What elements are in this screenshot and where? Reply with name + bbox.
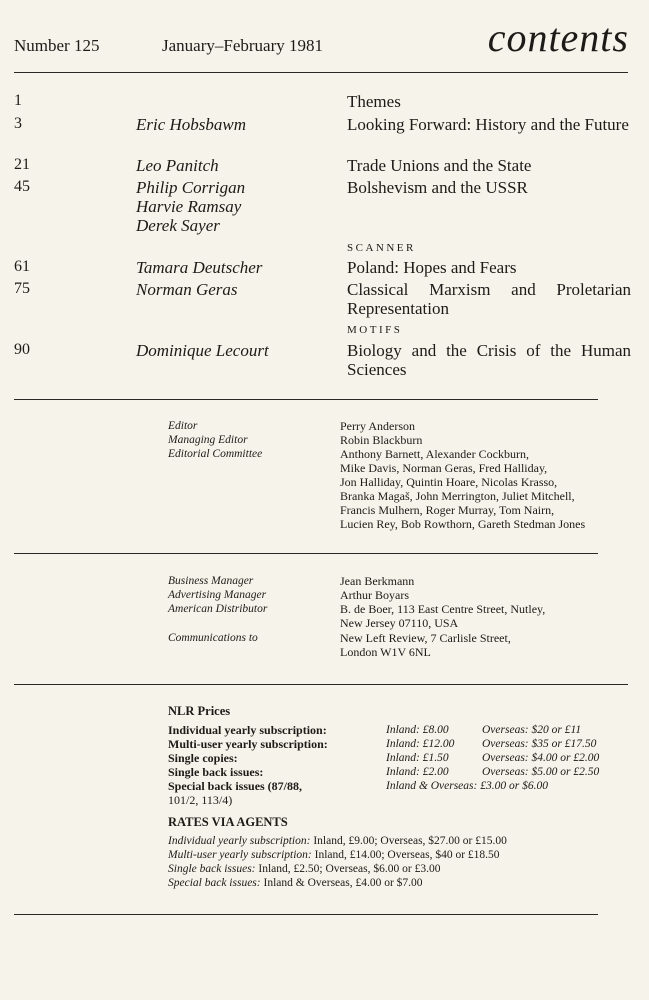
agent-rate-value: Inland & Overseas, £4.00 or $7.00 — [260, 877, 423, 889]
committee-line: Branka Magaš, John Merrington, Juliet Mitchell, — [340, 489, 575, 503]
price-label: Special back issues (87/88, — [168, 779, 303, 793]
role-label: Managing Editor — [168, 434, 248, 446]
page-title: contents — [487, 15, 629, 60]
agents-heading: RATES VIA AGENTS — [168, 815, 288, 829]
business-manager-name: Jean Berkmann — [340, 574, 415, 588]
page-number: 3 — [14, 115, 22, 132]
page-number: 45 — [14, 178, 30, 195]
agent-rate-value: Inland, £2.50; Overseas, $6.00 or £3.00 — [255, 863, 441, 875]
price-label: Single copies: — [168, 751, 238, 765]
agent-rate-value: Inland, £9.00; Overseas, $27.00 or £15.00 — [310, 835, 507, 847]
article-title: Poland: Hopes and Fears — [347, 258, 517, 277]
agent-rate-label: Multi-user yearly subscription: — [168, 849, 312, 861]
divider — [14, 684, 628, 685]
issue-number: Number 125 — [14, 36, 100, 55]
price-label: Individual yearly subscription: — [168, 723, 327, 737]
price-overseas: Overseas: $4.00 or £2.00 — [482, 752, 600, 764]
agent-rate-label: Special back issues: — [168, 877, 261, 889]
article-title: Themes — [347, 92, 401, 111]
price-inland: Inland: £1.50 — [386, 752, 449, 764]
article-title: Trade Unions and the State — [347, 156, 532, 175]
advertising-manager-label: Advertising Manager — [168, 589, 267, 601]
communications-line: New Left Review, 7 Carlisle Street, — [340, 631, 511, 645]
committee-line: Anthony Barnett, Alexander Cockburn, — [340, 447, 529, 461]
issue-date: January–February 1981 — [162, 36, 323, 55]
divider — [14, 553, 598, 554]
article-author: Dominique Lecourt — [136, 341, 269, 360]
article-author: Leo Panitch — [136, 156, 219, 175]
advertising-manager-name: Arthur Boyars — [340, 588, 409, 602]
price-label: Multi-user yearly subscription: — [168, 737, 328, 751]
page-number: 90 — [14, 341, 30, 358]
price-special: Inland & Overseas: £3.00 or $6.00 — [386, 780, 548, 792]
communications-line: London W1V 6NL — [340, 645, 431, 659]
page-number: 21 — [14, 156, 30, 173]
role-label: Editorial Committee — [168, 448, 263, 460]
article-title: Bolshevism and the USSR — [347, 178, 528, 197]
agent-rate — [168, 848, 500, 862]
section-label-motifs: MOTIFS — [347, 324, 403, 336]
agent-rate-value: Inland, £14.00; Overseas, $40 or £18.50 — [311, 849, 500, 861]
agent-rate — [168, 876, 423, 890]
price-inland: Inland: £8.00 — [386, 724, 449, 736]
communications-label: Communications to — [168, 632, 258, 644]
price-overseas: Overseas: $5.00 or £2.50 — [482, 766, 600, 778]
article-title: Looking Forward: History and the Future — [347, 115, 629, 134]
page-number: 75 — [14, 280, 30, 297]
article-author: Philip Corrigan Harvie Ramsay Derek Sayer — [136, 178, 246, 235]
article-author: Tamara Deutscher — [136, 258, 263, 277]
page-number: 61 — [14, 258, 30, 275]
agent-rate-label: Individual yearly subscription: — [168, 835, 311, 847]
page-number: 1 — [14, 92, 22, 109]
distributor-line: New Jersey 07110, USA — [340, 616, 459, 630]
distributor-line: B. de Boer, 113 East Centre Street, Nutley, — [340, 602, 546, 616]
divider — [14, 914, 598, 915]
article-title: Classical Marxism and Proletarian Representation — [347, 280, 631, 318]
price-label: 101/2, 113/4) — [168, 793, 233, 807]
price-inland: Inland: £12.00 — [386, 738, 455, 750]
committee-line: Lucien Rey, Bob Rowthorn, Gareth Stedman Jones — [340, 517, 586, 531]
price-overseas: Overseas: $20 or £11 — [482, 724, 582, 736]
price-label: Single back issues: — [168, 765, 264, 779]
american-distributor-label: American Distributor — [168, 603, 268, 615]
agent-rate-label: Single back issues: — [168, 863, 256, 875]
prices-heading: NLR Prices — [168, 704, 231, 718]
price-inland: Inland: £2.00 — [386, 766, 449, 778]
article-author: Eric Hobsbawm — [136, 115, 247, 134]
agent-rate — [168, 862, 440, 876]
editor-name: Perry Anderson — [340, 419, 415, 433]
committee-line: Francis Mulhern, Roger Murray, Tom Nairn, — [340, 503, 555, 517]
price-overseas: Overseas: $35 or £17.50 — [482, 738, 597, 750]
managing-editor-name: Robin Blackburn — [340, 433, 423, 447]
agent-rate — [168, 834, 507, 848]
committee-line: Jon Halliday, Quintin Hoare, Nicolas Krasso, — [340, 475, 558, 489]
committee-line: Mike Davis, Norman Geras, Fred Halliday, — [340, 461, 548, 475]
section-label-scanner: SCANNER — [347, 242, 416, 254]
business-manager-label: Business Manager — [168, 575, 254, 587]
article-title: Biology and the Crisis of the Human Sciences — [347, 341, 631, 379]
role-label: Editor — [168, 420, 198, 432]
article-author: Norman Geras — [136, 280, 238, 299]
divider — [14, 399, 598, 400]
divider — [14, 72, 628, 73]
